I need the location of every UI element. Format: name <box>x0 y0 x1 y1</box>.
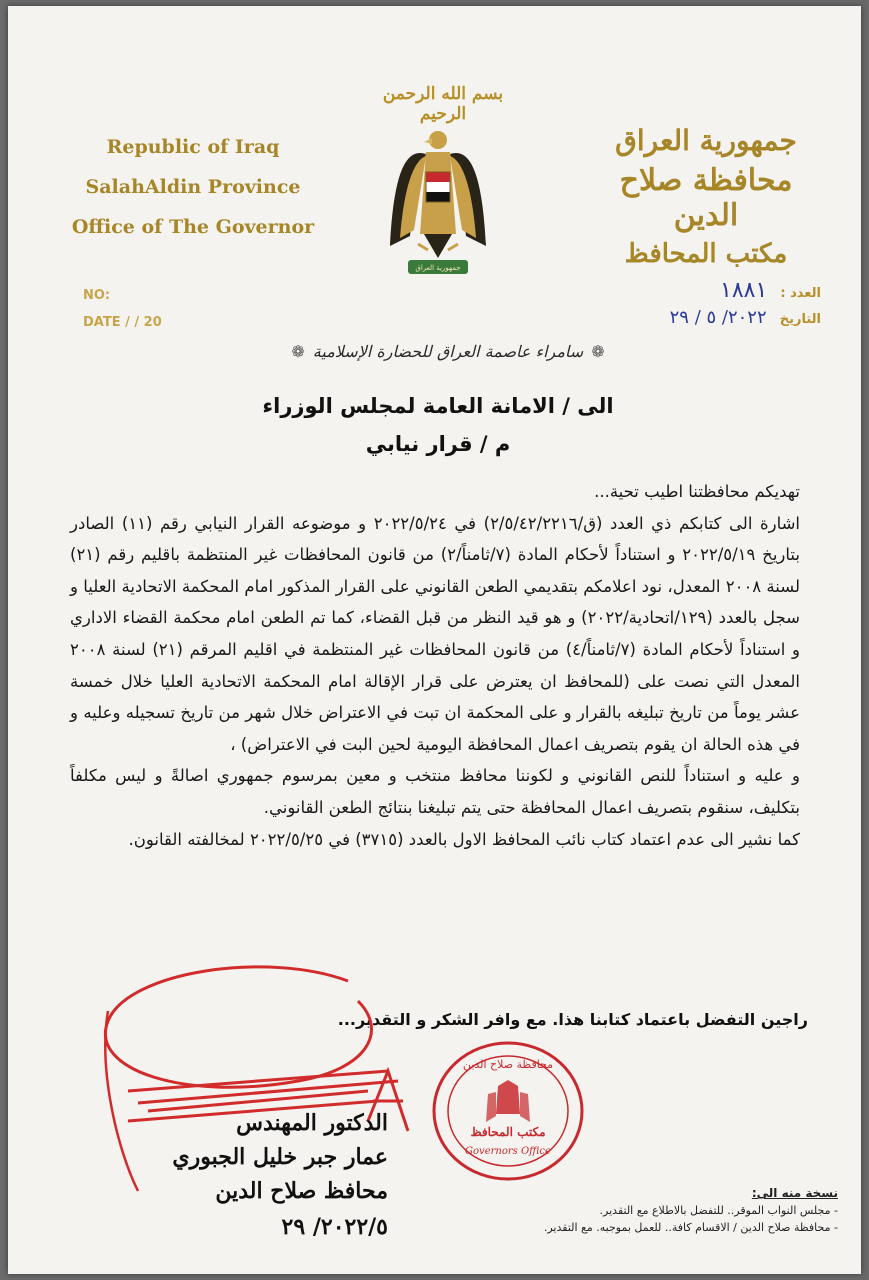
signature-block <box>128 1110 388 1240</box>
copies-list <box>458 1186 838 1238</box>
iraq-eagle-emblem-icon <box>388 126 488 286</box>
body-paragraph-3: كما نشير الى عدم اعتماد كتاب نائب المحافظ الاول بالعدد (٣٧١٥) في ٢٠٢٢/٥/٢٥ لمخالفته القانون. <box>128 829 800 849</box>
reference-english <box>83 288 162 342</box>
reference-arabic <box>601 278 821 332</box>
country-en: Republic of Iraq <box>106 136 280 158</box>
motto-text: سامراء عاصمة العراق للحضارة الإسلامية <box>312 342 584 361</box>
greeting: تهديكم محافظتنا اطيب تحية... <box>594 482 800 501</box>
letter-date: ٢٠٢٢/ ٥ / ٢٩ <box>669 307 767 328</box>
ornament-icon: ❁ <box>291 342 305 361</box>
copies-heading: نسخة منه الى: <box>751 1186 838 1200</box>
closing-line: راجين التفضل باعتماد كتابنا هذا. مع وافر الشكر و التقدير... <box>337 1010 808 1029</box>
letter-body <box>70 476 800 855</box>
emblem-scroll-text: جمهورية العراق <box>415 264 461 272</box>
list-item: - محافظة صلاح الدين / الاقسام كافة.. للعمل بموجبه. مع التقدير. <box>543 1221 838 1234</box>
letter-page <box>8 6 861 1274</box>
office-ar: مكتب المحافظ <box>624 239 788 269</box>
stamp-mid-text: مكتب المحافظ <box>470 1125 546 1139</box>
signature-date: ٢٠٢٢/٥/ ٢٩ <box>281 1214 388 1240</box>
province-ar: محافظة صلاح الدين <box>619 163 793 233</box>
ornament-icon: ❁ <box>591 342 605 361</box>
motto-line <box>268 342 628 361</box>
signatory-position: محافظ صلاح الدين <box>215 1178 388 1204</box>
letterhead-english <box>68 136 318 256</box>
stamp-en-text: Governors Office <box>465 1146 551 1157</box>
province-en: SalahAldin Province <box>85 176 301 198</box>
office-en: Office of The Governor <box>71 216 315 238</box>
body-paragraph-2: و عليه و استناداً للنص القانوني و لكوننا محافظ منتخب و معين بمرسوم جمهوري اصالةً و ليس مكلفاً بتكليف، سنقوم بتصريف اعمال المحافظة حتى يتم تبليغنا بنتائج الطعن القانوني. <box>70 766 800 817</box>
office-stamp-icon <box>428 1036 588 1186</box>
letter-number: ١٨٨١ <box>720 278 768 303</box>
stamp-top-text: محافظة صلاح الدين <box>462 1058 554 1071</box>
signatory-name: عمار جبر خليل الجبوري <box>172 1144 388 1170</box>
number-label-ar: العدد : <box>780 286 821 301</box>
list-item: - مجلس النواب الموقر.. للتفضل بالاطلاع مع التقدير. <box>599 1204 838 1217</box>
date-label-en: DATE / / 20 <box>83 315 162 330</box>
number-label-en: NO: <box>83 288 111 303</box>
addressee: الى / الامانة العامة لمجلس الوزراء <box>262 394 614 418</box>
country-ar: جمهورية العراق <box>615 124 797 157</box>
signatory-title: الدكتور المهندس <box>236 1110 388 1136</box>
basmala: بسم الله الرحمن الرحيم <box>382 84 504 124</box>
date-label-ar: التاريخ <box>779 312 821 327</box>
subject-line: م / قرار نيابي <box>365 432 511 456</box>
body-paragraph-1: اشارة الى كتابكم ذي العدد (ق/٢/٥/٤٢/٢٢١٦) في ٢٠٢٢/٥/٢٤ و موضوعه القرار النيابي رقم (١١) الصادر بتاريخ ٢٠٢٢/٥/١٩ و استناداً لأحكام المادة (٧/ثامناً/٢) من قانون المحافظات غير المنتظمة باقليم رقم (٢١) لسنة ٢٠٠٨ المعدل، نود اعلامكم بتقديمي الطعن القانوني على القرار المذكور امام المحكمة الاتحادية العليا و سجل بالعدد (١٢٩/اتحادية/٢٠٢٢) و هو قيد النظر من قبل القضاء، كما تم الطعن امام محكمة القضاء الاداري و استناداً لأحكام المادة (٧/ثامناً/٤) من قانون المحافظات غير المنتظمة في اقليم المرقم (٢١) لسنة ٢٠٠٨ المعدل التي نصت على (للمحافظ ان يعترض على قرار الإقالة امام المحكمة الاتحادية العليا خلال خمسة عشر يوماً من تاريخ تبليغه بالقرار و على المحكمة ان تبت في الاعتراض خلال شهر من تاريخ تسجيله وعليه و في هذه الحالة ان يقوم بتصريف اعمال المحافظة اليومية لحين البت في الاعتراض) ، <box>70 513 801 754</box>
letterhead-arabic <box>591 124 821 269</box>
